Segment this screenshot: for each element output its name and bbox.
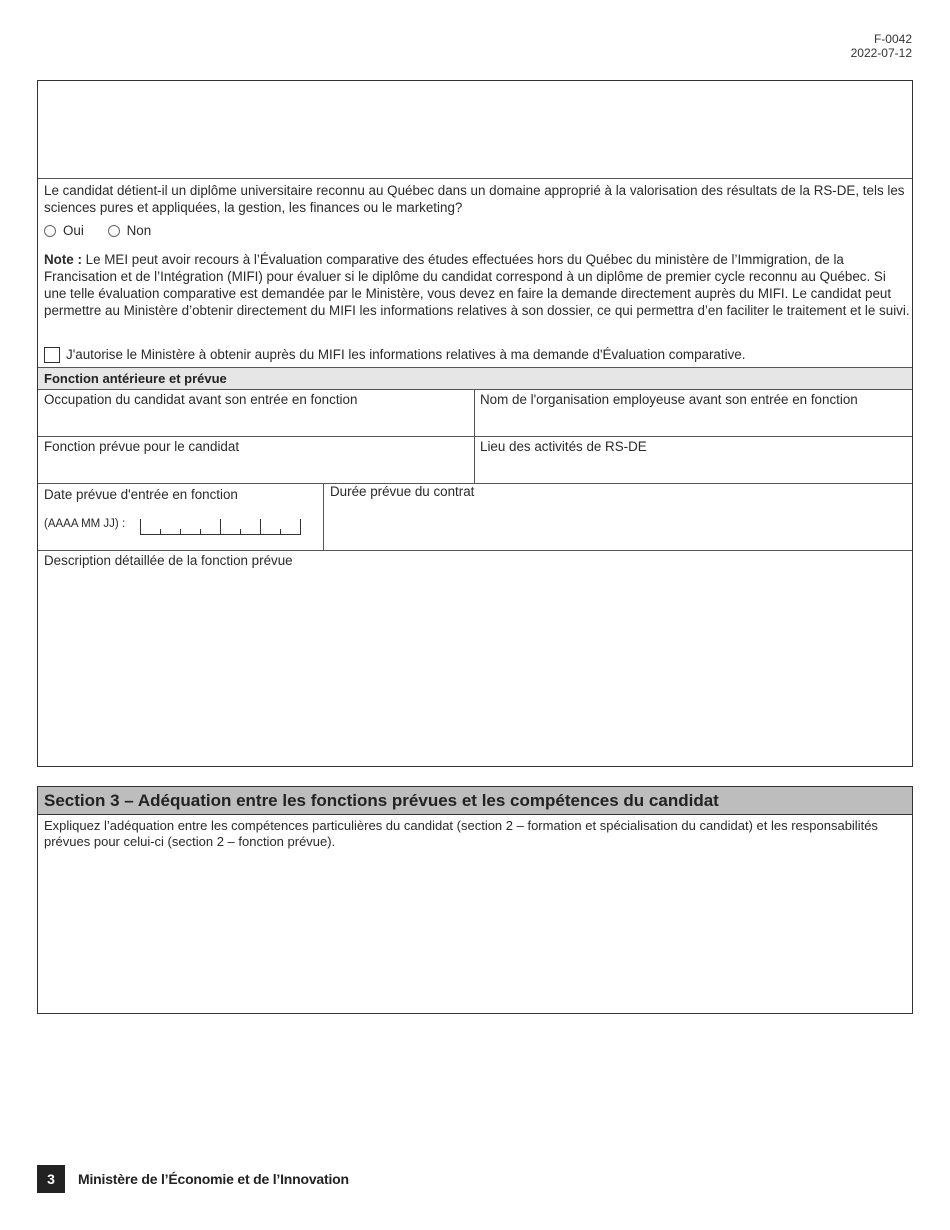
form-number: F-0042	[873, 32, 912, 46]
ministry-name: Ministère de l’Économie et de l’Innovation	[78, 1171, 349, 1187]
option-oui-label: Oui	[63, 223, 84, 238]
function-description-field[interactable]: Description détaillée de la fonction prévue	[44, 553, 293, 568]
section3-instructions: Expliquez l’adéquation entre les compétences particulières du candidat (section 2 – formation et spécialisation du candidat) et les responsabilités prévues pour celui-ci (section 2 – fonction prévue).	[44, 818, 878, 849]
function-heading: Fonction antérieure et prévue	[38, 368, 912, 389]
date-format-label: (AAAA MM JJ) :	[44, 518, 126, 530]
section3-box	[37, 786, 913, 1014]
radio-non[interactable]	[108, 223, 152, 238]
diploma-note	[44, 251, 910, 319]
start-date-field	[38, 483, 323, 550]
form-date: 2022-07-12	[850, 46, 912, 60]
option-non-label: Non	[126, 223, 152, 238]
radio-circle-icon	[44, 225, 56, 237]
previous-field-area[interactable]	[38, 81, 912, 178]
form-code	[851, 32, 912, 60]
authorization-checkbox[interactable]	[44, 347, 60, 363]
start-date-label: Date prévue d'entrée en fonction	[44, 487, 238, 502]
radio-circle-icon	[108, 225, 120, 237]
section3-answer-area[interactable]	[38, 853, 912, 1011]
note-label: Note :	[44, 252, 82, 267]
diploma-question: Le candidat détient-il un diplôme universitaire reconnu au Québec dans un domaine approprié à la valorisation des résultats de la RS-DE, tels les sciences pures et appliquées, la gestion, les finances ou le marketing?	[44, 183, 905, 215]
date-input-combs[interactable]	[140, 519, 300, 535]
employer-field[interactable]: Nom de l'organisation employeuse avant son entrée en fonction	[480, 392, 858, 407]
location-field[interactable]: Lieu des activités de RS-DE	[480, 439, 647, 454]
planned-function-field[interactable]: Fonction prévue pour le candidat	[44, 439, 240, 454]
section2-continuation-box	[37, 80, 913, 767]
page-number: 3	[37, 1165, 65, 1193]
note-text: Le MEI peut avoir recours à l’Évaluation comparative des études effectuées hors du Québec du ministère de l’Immigration, de la Francisation et de l’Intégration (MIFI) pour évaluer si le diplôme du candidat correspond à un diplôme de premier cycle reconnu au Québec. Si une telle évaluation comparative est demandée par le Ministère, vous devez en faire la demande directement auprès du MIFI. Le candidat peut permettre au Ministère d’obtenir directement du MIFI les informations relatives à son dossier, ce qui permettra d’en faciliter le traitement et le suivi.	[44, 252, 910, 318]
diploma-options	[44, 222, 151, 239]
occupation-field[interactable]: Occupation du candidat avant son entrée en fonction	[44, 392, 358, 407]
authorization-label: J'autorise le Ministère à obtenir auprès du MIFI les informations relatives à ma demande d'Évaluation comparative.	[66, 347, 746, 362]
section3-title: Section 3 – Adéquation entre les fonctions prévues et les compétences du candidat	[38, 787, 912, 815]
contract-duration-field[interactable]: Durée prévue du contrat	[330, 484, 475, 499]
radio-oui[interactable]	[44, 223, 88, 238]
